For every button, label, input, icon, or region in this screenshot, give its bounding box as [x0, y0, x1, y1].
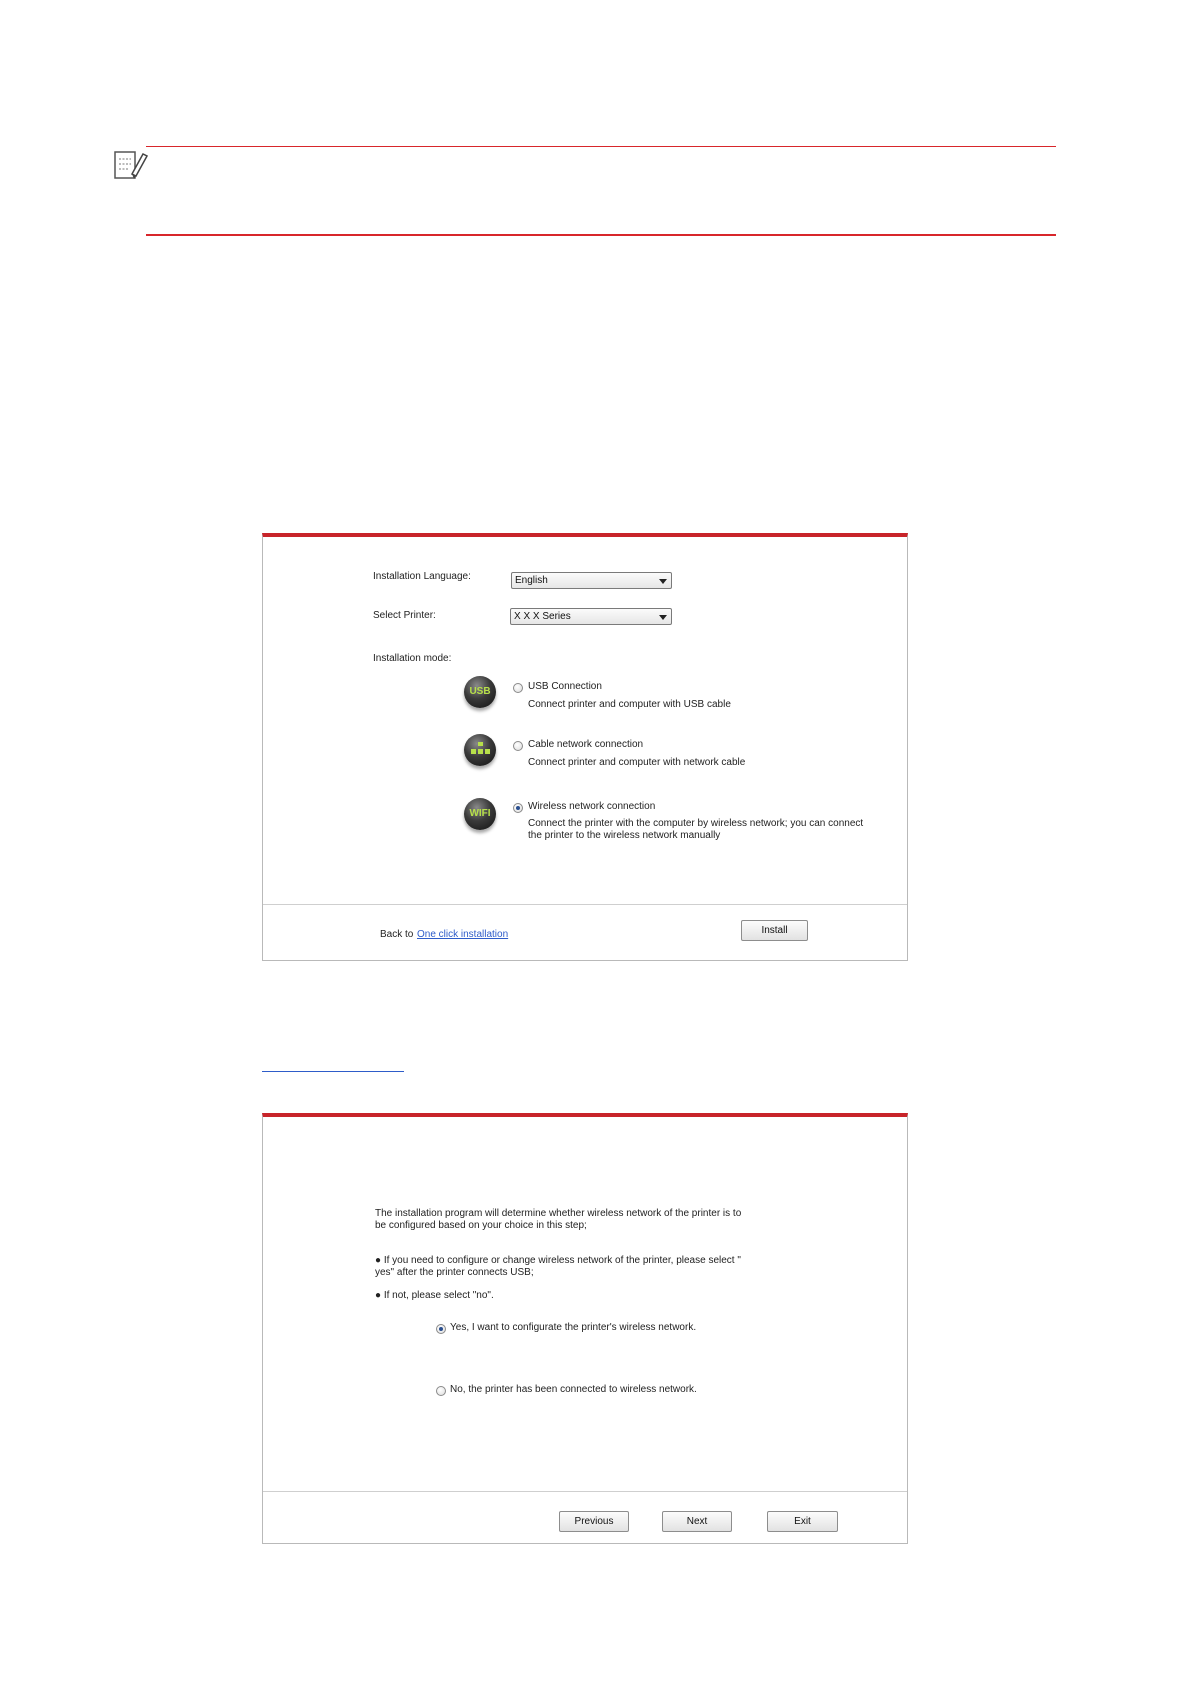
next-button[interactable]: Next	[662, 1511, 732, 1532]
language-dropdown[interactable]	[511, 572, 672, 589]
printer-value: X X X Series	[514, 611, 571, 622]
previous-button[interactable]: Previous	[559, 1511, 629, 1532]
wifi-icon: WIFI	[464, 798, 496, 830]
no-option-label: No, the printer has been connected to wireless network.	[450, 1384, 697, 1395]
wireless-radio[interactable]	[513, 803, 523, 813]
language-label: Installation Language:	[373, 571, 471, 582]
chevron-down-icon	[659, 579, 667, 584]
language-value: English	[515, 575, 548, 586]
bullet-yes-text: ● If you need to configure or change wireless network of the printer, please select " yes" after the printer connects USB;	[375, 1255, 741, 1278]
cable-network-radio[interactable]	[513, 741, 523, 751]
cable-network-option-desc: Connect printer and computer with network cable	[528, 757, 746, 768]
usb-icon: USB	[464, 676, 496, 708]
footer-separator	[263, 1491, 907, 1492]
wireless-option-desc: Connect the printer with the computer by wireless network; you can connect the printer to the wireless network manually	[528, 818, 864, 841]
exit-button[interactable]: Exit	[767, 1511, 838, 1532]
footer-separator	[263, 904, 907, 905]
note-icon	[112, 148, 148, 184]
intro-text: The installation program will determine whether wireless network of the printer is to be configured based on your choice in this step;	[375, 1208, 742, 1231]
note-top-rule	[146, 146, 1056, 147]
installation-mode-dialog	[262, 533, 908, 961]
yes-option-label: Yes, I want to configurate the printer's wireless network.	[450, 1322, 697, 1333]
yes-radio[interactable]	[436, 1324, 446, 1334]
printer-label: Select Printer:	[373, 610, 436, 621]
usb-radio[interactable]	[513, 683, 523, 693]
printer-dropdown[interactable]	[510, 608, 672, 625]
cable-network-option-title: Cable network connection	[528, 739, 644, 750]
no-radio[interactable]	[436, 1386, 446, 1396]
usb-option-title: USB Connection	[528, 681, 602, 692]
wireless-option-title: Wireless network connection	[528, 801, 656, 812]
network-icon	[464, 734, 496, 766]
back-to-label: Back to	[380, 929, 414, 940]
install-button[interactable]: Install	[741, 920, 808, 941]
note-bottom-rule	[146, 234, 1056, 236]
network-ports-icon	[464, 734, 496, 766]
usb-option-desc: Connect printer and computer with USB cable	[528, 699, 731, 710]
hyperlink-underline[interactable]	[262, 1071, 404, 1072]
bullet-no-text: ● If not, please select "no".	[375, 1290, 494, 1301]
chevron-down-icon	[659, 615, 667, 620]
wireless-config-dialog	[262, 1113, 908, 1544]
mode-label: Installation mode:	[373, 653, 452, 664]
one-click-installation-link[interactable]: One click installation	[417, 929, 509, 940]
